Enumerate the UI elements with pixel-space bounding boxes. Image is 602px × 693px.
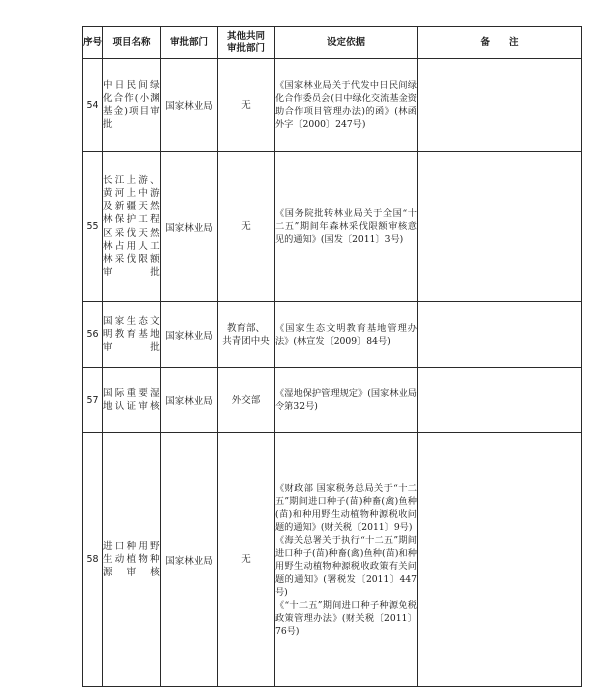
row-serial-number: 56 (83, 302, 103, 368)
table-row (83, 302, 582, 368)
row-item-name: 长江上游、黄河上中游及新疆天然林保护工程区采伐天然林占用人工林采伐限额审批 (103, 152, 161, 302)
row-serial-number: 55 (83, 152, 103, 302)
row-legal-basis (275, 302, 418, 368)
row-approval-department: 国家林业局 (161, 59, 218, 152)
header-item-name: 项目名称 (103, 27, 161, 59)
row-legal-basis-item: 《国务院批转林业局关于全国“十二五”期间年森林采伐限额审核意见的通知》(国发〔2011〕3号) (275, 208, 417, 245)
header-other-departments (218, 27, 275, 59)
row-item-name: 国家生态文明教育基地审批 (103, 302, 161, 368)
row-other-departments (218, 433, 275, 687)
row-other-departments (218, 368, 275, 433)
row-other-departments (218, 302, 275, 368)
row-other-department: 无 (241, 221, 251, 232)
header-other-departments-line2: 审批部门 (226, 42, 265, 54)
row-remarks (418, 152, 582, 302)
header-serial-number: 序号 (83, 27, 103, 59)
row-serial-number: 54 (83, 59, 103, 152)
row-item-name: 中日民间绿化合作(小渊基金)项目审批 (103, 59, 161, 152)
row-approval-department: 国家林业局 (161, 152, 218, 302)
row-legal-basis-item: 《国家生态文明教育基地管理办法》(林宣发〔2009〕84号) (275, 322, 417, 347)
table-row (83, 152, 582, 302)
row-legal-basis-item: 《湿地保护管理规定》(国家林业局令第32号) (275, 388, 417, 412)
row-serial-number: 57 (83, 368, 103, 433)
row-legal-basis (275, 368, 418, 433)
row-remarks (418, 433, 582, 687)
row-legal-basis (275, 433, 418, 687)
row-remarks (418, 302, 582, 368)
row-other-department: 共青团中央 (222, 335, 270, 347)
approval-items-table (82, 26, 582, 687)
row-legal-basis-item: 《财政部 国家税务总局关于“十二五”期间进口种子(苗)种畜(禽)鱼种(苗)和种用野生动植物种源税收问题的通知》(财关税〔2011〕9号) (275, 482, 417, 533)
row-legal-basis-item: 《海关总署关于执行“十二五”期间进口种子(苗)种畜(禽)鱼种(苗)和种用野生动植物种源税收政策有关问题的通知》(署税发〔2011〕447号) (275, 534, 417, 598)
row-approval-department: 国家林业局 (161, 433, 218, 687)
table-row (83, 433, 582, 687)
table-row (83, 59, 582, 152)
row-approval-department: 国家林业局 (161, 368, 218, 433)
row-remarks (418, 368, 582, 433)
row-other-department: 外交部 (231, 394, 261, 406)
row-other-department: 教育部、 (226, 322, 265, 334)
header-remarks: 备 注 (418, 27, 582, 59)
row-other-departments (218, 152, 275, 302)
row-legal-basis (275, 59, 418, 152)
row-item-name: 国际重要湿地认证审核 (103, 368, 161, 433)
header-other-departments-line1: 其他共同 (226, 30, 265, 42)
row-legal-basis-item: 《“十二五”期间进口种子种源免税政策管理办法》(财关税〔2011〕76号) (275, 599, 417, 637)
row-other-departments (218, 59, 275, 152)
row-serial-number: 58 (83, 433, 103, 687)
row-other-department: 无 (241, 554, 251, 565)
table-row (83, 368, 582, 433)
row-legal-basis (275, 152, 418, 302)
row-item-name: 进口种用野生动植物种源审核 (103, 433, 161, 687)
row-legal-basis-item: 《国家林业局关于代发中日民间绿化合作委员会(日中绿化交流基金资助合作项目管理办法)的函》(林函外字〔2000〕247号) (275, 80, 417, 130)
row-remarks (418, 59, 582, 152)
row-approval-department: 国家林业局 (161, 302, 218, 368)
table-header-row (83, 27, 582, 59)
approval-items-table-sheet (82, 26, 581, 687)
row-other-department: 无 (241, 99, 251, 111)
header-legal-basis: 设定依据 (275, 27, 418, 59)
header-approval-department: 审批部门 (161, 27, 218, 59)
